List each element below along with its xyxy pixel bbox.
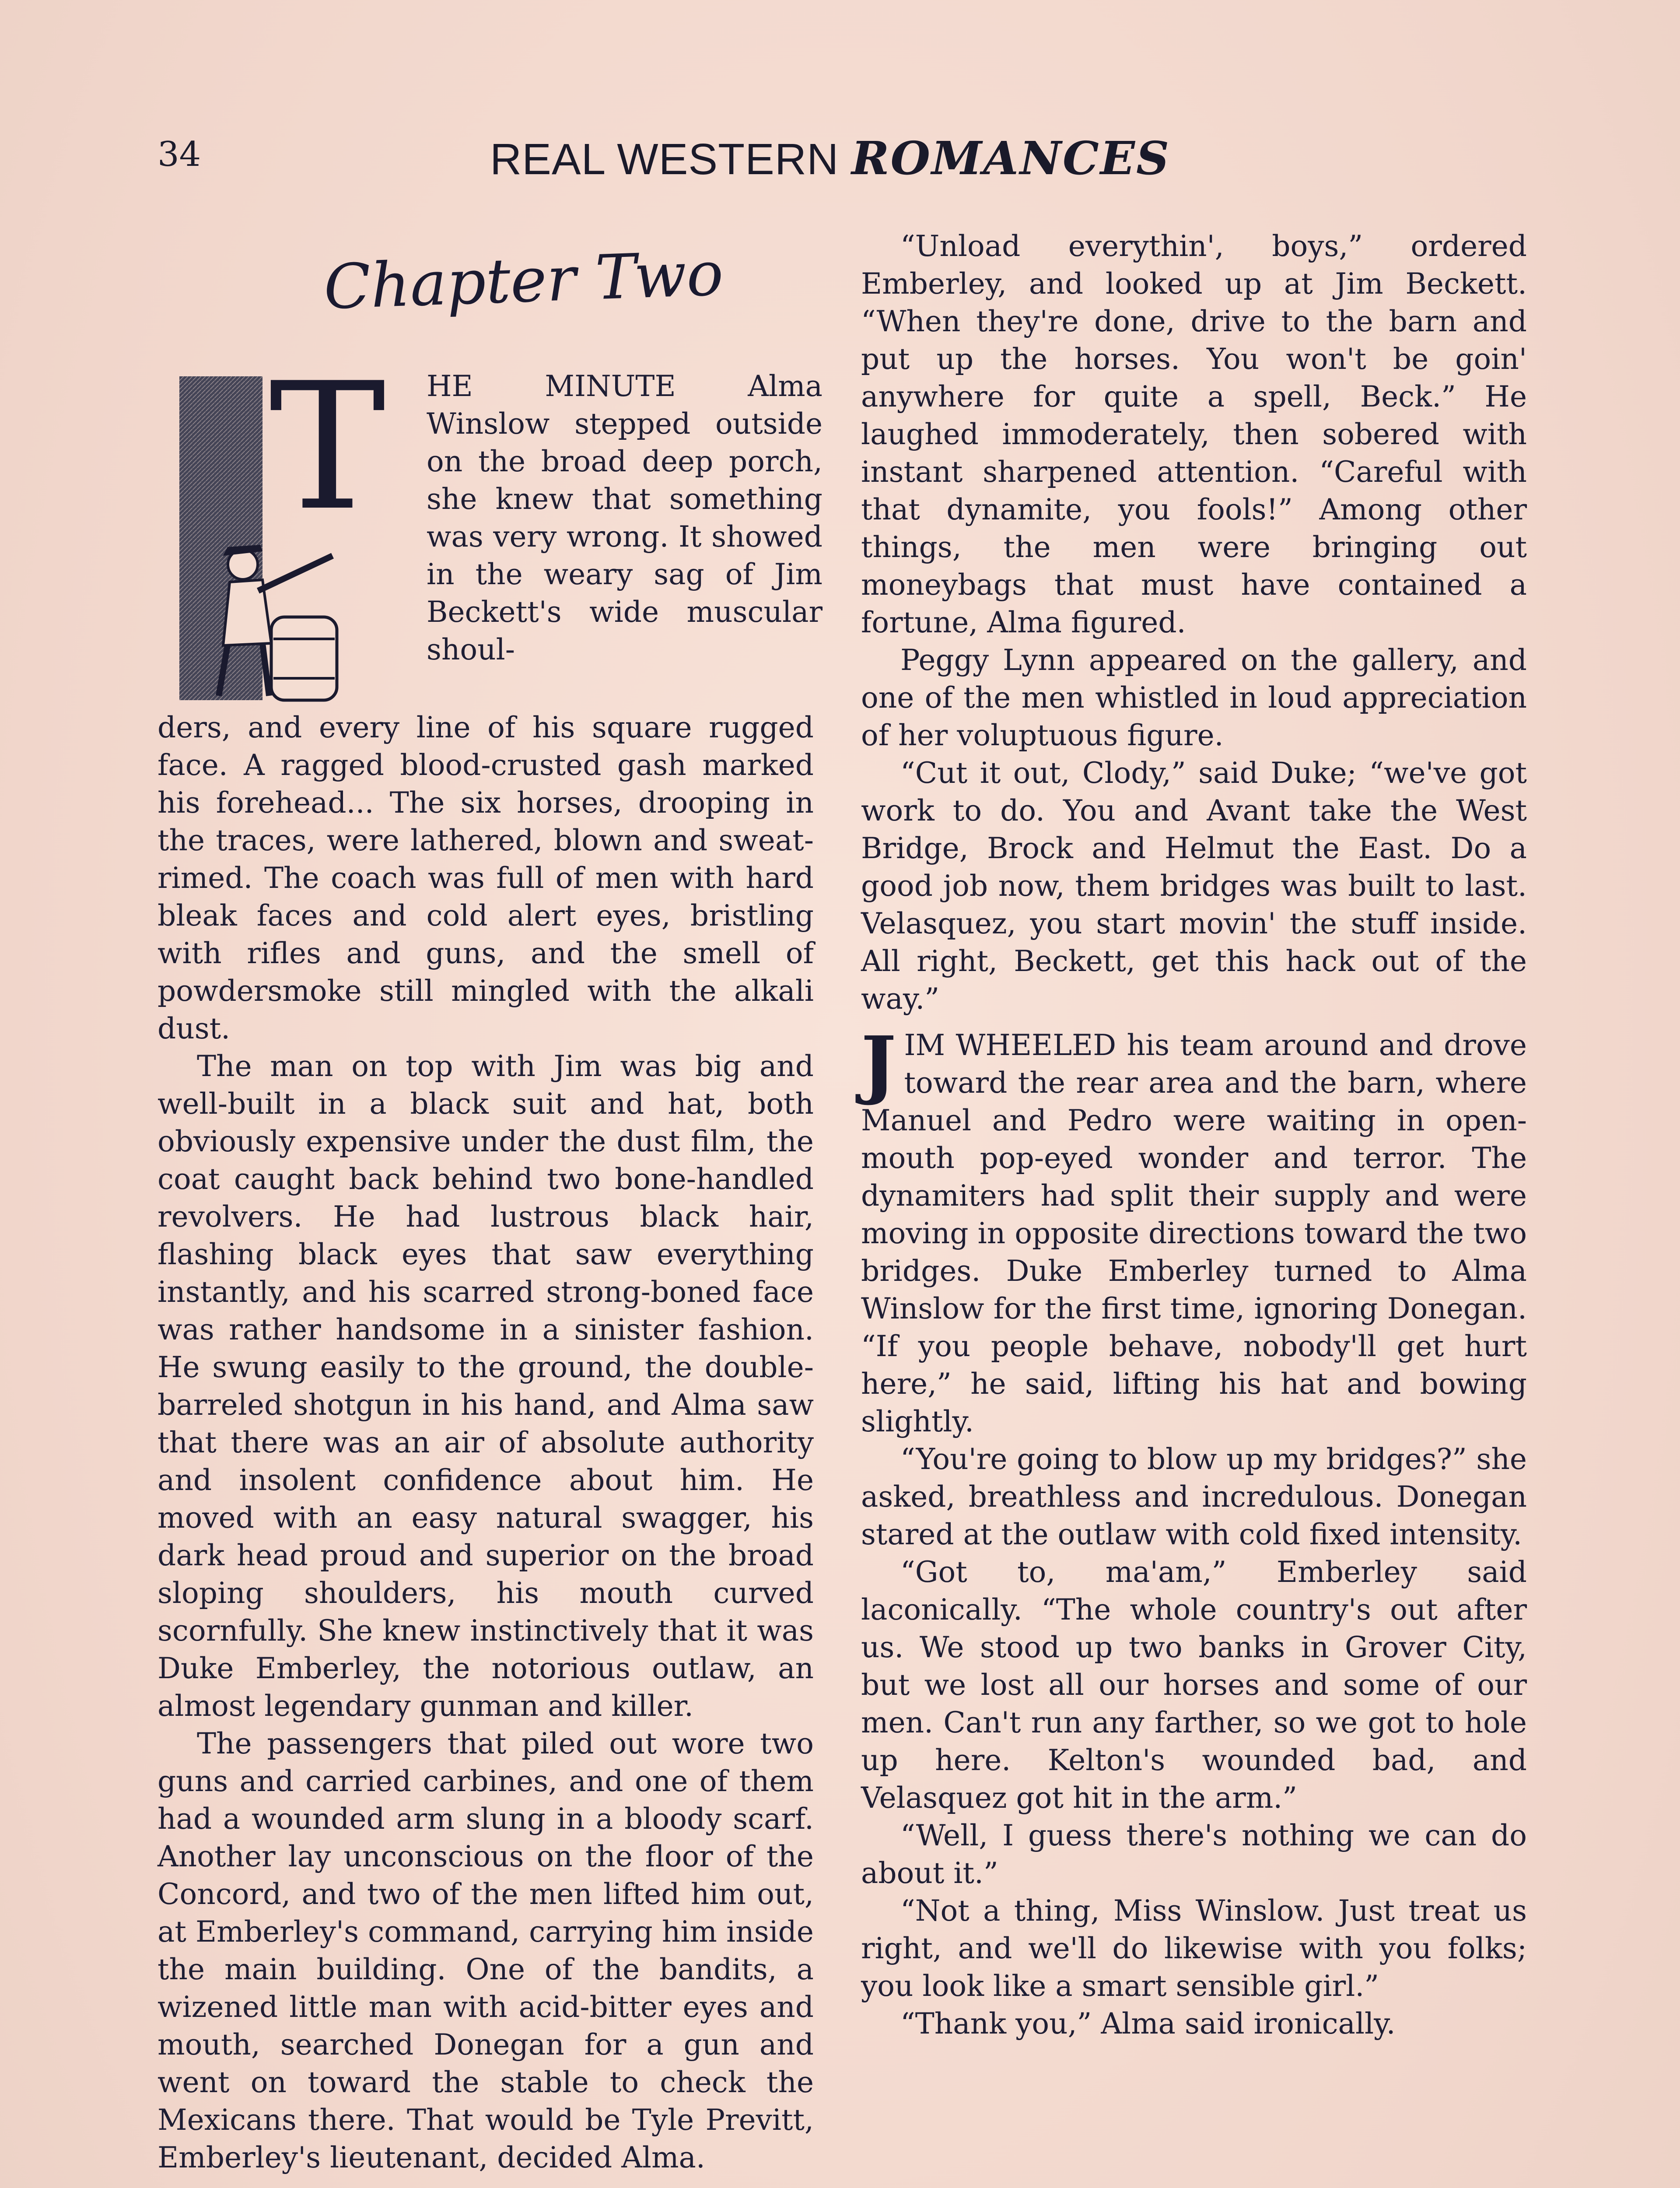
running-head-romances: ROMANCES (851, 131, 1171, 185)
running-head-real-western: REAL WESTERN (490, 135, 852, 184)
paragraph: The man on top with Jim was big and well-built in a black suit and hat, both obviously expensive under the dust film, the coat caught back behind two bone-handled revolvers. He had lustrous black hair, flashing black eyes that saw everything instantly, and his scarred strong-boned face was rather handsome in a sinister fashion. He swung easily to the ground, the double-barreled shotgun in his hand, and Alma saw that there was an air of absolute authority and insolent confidence about him. He moved with an easy natural swagger, his dark head proud and superior on the broad sloping shoulders, his mouth curved scornfully. She knew instinctively that it was Duke Emberley, the notorious outlaw, an almost legendary gunman and killer. (158, 1049, 814, 1723)
paragraph: Peggy Lynn appeared on the gallery, and one of the men whistled in loud appreciation of her voluptuous figure. (861, 643, 1527, 752)
paragraph (861, 1020, 1527, 1441)
paragraph: “Got to, ma'am,” Emberley said laconically. “The whole country's out after us. We stood up two banks in Grover City, but we lost all our horses and some of our men. Can't run any farther, so we got to hole up here. Kelton's wounded bad, and Velasquez got hit in the arm.” (861, 1555, 1527, 1815)
paragraph: “Not a thing, Miss Winslow. Just treat us right, and we'll do likewise with you folks; you look like a smart sensible girl.” (861, 1894, 1527, 2003)
paragraph: “Unload everythin', boys,” ordered Emberley, and looked up at Jim Beckett. “When they're done, drive to the barn and put up the horses. You won't be goin' anywhere for quite a spell, Beck.” He laughed immoderately, then sobered with instant sharpened attention. “Careful with that dynamite, you fools!” Among other things, the men were bringing out moneybags that must have contained a fortune, Alma figured. (861, 229, 1527, 639)
left-column (158, 709, 814, 2177)
running-head (490, 131, 1170, 185)
right-column (861, 228, 1527, 2043)
paragraph: “Thank you,” Alma said ironically. (900, 2007, 1396, 2041)
paragraph: ders, and every line of his square rugged face. A ragged blood-crusted gash marked his forehead... The six horses, drooping in the traces, were lathered, blown and sweat-rimed. The coach was full of men with hard bleak faces and cold alert eyes, bristling with rifles and guns, and the smell of powdersmoke still mingled with the alkali dust. (158, 711, 814, 1045)
chapter-title: Chapter Two (322, 238, 724, 323)
drop-cap-letter: T (269, 372, 386, 549)
page-number: 34 (158, 135, 201, 174)
paragraph: The passengers that piled out wore two guns and carried carbines, and one of them had a wounded arm slung in a bloody scarf. Another lay unconscious on the floor of the Concord, and two of the men lifted him out, at Emberley's command, carrying him inside the main building. One of the bandits, a wizened little man with acid-bitter eyes and mouth, searched Donegan for a gun and went on toward the stable to check the Mexicans there. That would be Tyle Previtt, Emberley's lieutenant, decided Alma. (158, 1727, 814, 2174)
drop-cap-illustration (175, 372, 394, 709)
opening-paragraph-lead: HE MINUTE Alma Winslow stepped outside on the broad deep porch, she knew that something was very wrong. It showed in the weary sag of Jim Beckett's wide muscular shoul- (427, 369, 822, 666)
paragraph-text: IM WHEELED his team around and drove toward the rear area and the barn, where Manuel and Pedro were waiting in open-mouth pop-eyed wonder and terror. The dynamiters had split their supply and were moving in opposite directions toward the two bridges. Duke Emberley turned to Alma Winslow for the first time, ignoring Donegan. “If you people behave, nobody'll get hurt here,” he said, lifting his hat and bowing slightly. (861, 1028, 1527, 1438)
paragraph: “Well, I guess there's nothing we can do about it.” (861, 1819, 1527, 1890)
page-header (158, 127, 1522, 184)
paragraph: “Cut it out, Clody,” said Duke; “we've got work to do. You and Avant take the West Bridge, Brock and Helmut the East. Do a good job now, them bridges was built to last. Velasquez, you start movin' the stuff inside. All right, Beckett, get this hack out of the way.” (861, 756, 1527, 1016)
paragraph: “You're going to blow up my bridges?” she asked, breathless and incredulous. Donegan stared at the outlaw with cold fixed intensity. (861, 1442, 1527, 1551)
drop-cap-j: J (861, 1020, 896, 1108)
